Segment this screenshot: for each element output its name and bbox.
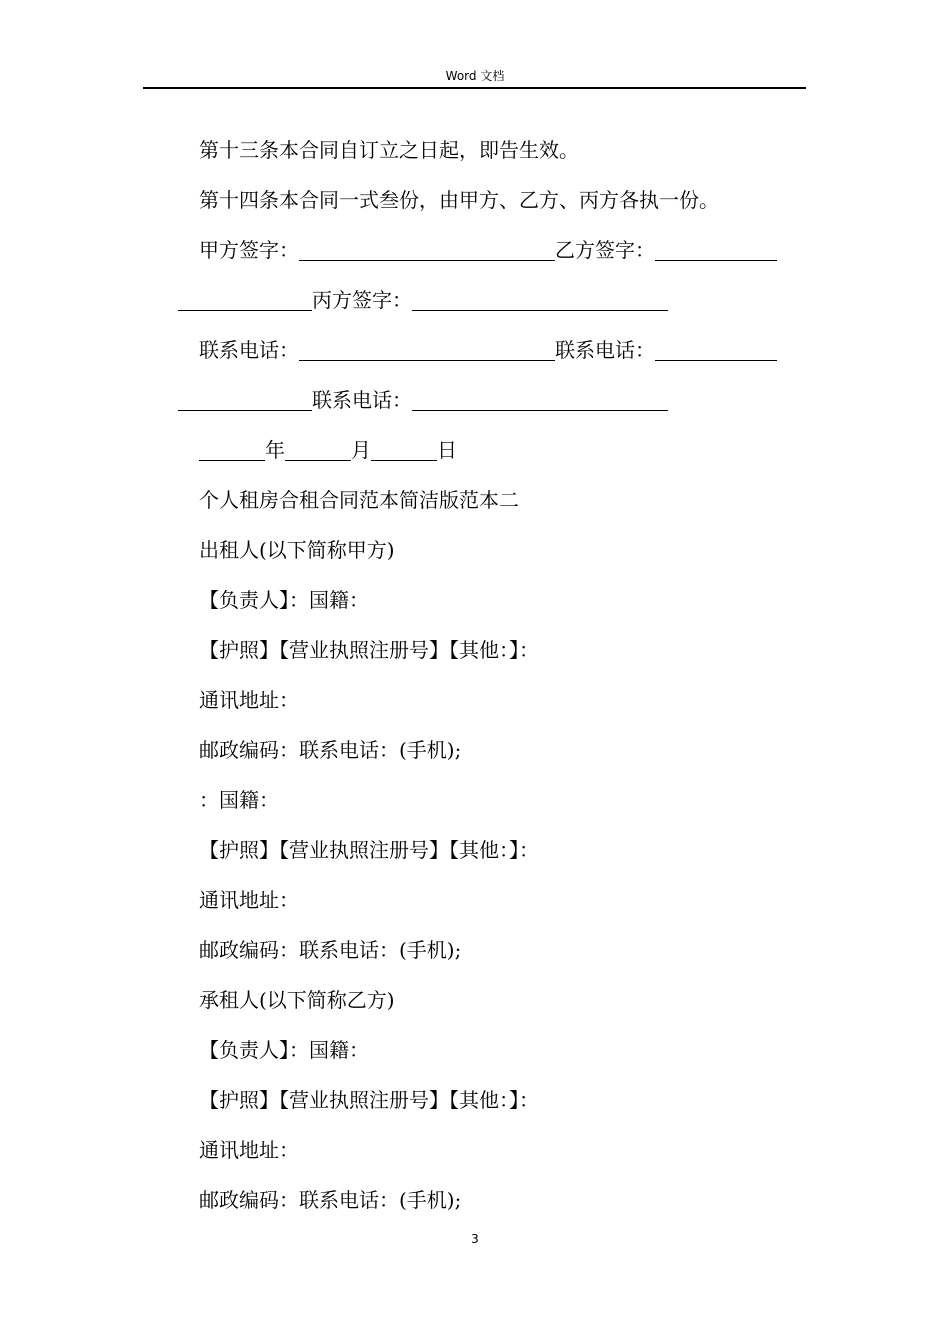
signature-line-1 xyxy=(199,236,777,264)
clause-13: 第十三条本合同自订立之日起，即告生效。 xyxy=(199,138,579,162)
party-c-signature-blank xyxy=(412,290,668,311)
party-a-signature-label: 甲方签字： xyxy=(199,238,299,262)
party-b-phone-blank-cont xyxy=(178,390,312,411)
party-b-signature-blank-cont xyxy=(178,290,312,311)
party-b-signature-label: 乙方签字： xyxy=(555,238,655,262)
second-party-postcode-phone: 邮政编码：联系电话：(手机); xyxy=(199,938,462,962)
party-b-phone-label: 联系电话： xyxy=(555,338,655,362)
lessee-responsible-nationality: 【负责人】：国籍： xyxy=(199,1038,369,1062)
phone-line-1 xyxy=(199,336,777,364)
party-c-signature-label: 丙方签字： xyxy=(312,288,412,312)
lessor-heading: 出租人(以下简称甲方) xyxy=(199,538,395,562)
day-label: 日 xyxy=(437,438,457,462)
year-blank xyxy=(199,440,265,461)
second-party-nationality: ：国籍： xyxy=(199,788,279,812)
party-c-phone-label: 联系电话： xyxy=(312,388,412,412)
signature-line-2 xyxy=(178,286,668,314)
lessee-id-documents: 【护照】【营业执照注册号】【其他：】： xyxy=(199,1088,539,1112)
header-title: Word 文档 xyxy=(445,69,505,83)
header-divider xyxy=(143,87,806,89)
lessor-responsible-nationality: 【负责人】：国籍： xyxy=(199,588,369,612)
year-label: 年 xyxy=(265,438,285,462)
page-number: 3 xyxy=(471,1232,479,1246)
lessee-address: 通讯地址： xyxy=(199,1138,299,1162)
party-b-phone-blank xyxy=(655,340,777,361)
lessor-postcode-phone: 邮政编码：联系电话：(手机); xyxy=(199,738,462,762)
second-party-address: 通讯地址： xyxy=(199,888,299,912)
second-party-id-documents: 【护照】【营业执照注册号】【其他：】： xyxy=(199,838,539,862)
date-line xyxy=(199,436,457,464)
clause-14: 第十四条本合同一式叁份，由甲方、乙方、丙方各执一份。 xyxy=(199,188,719,212)
month-label: 月 xyxy=(351,438,371,462)
party-b-signature-blank xyxy=(655,240,777,261)
lessee-postcode-phone: 邮政编码：联系电话：(手机); xyxy=(199,1188,462,1212)
section-title: 个人租房合租合同范本简洁版范本二 xyxy=(199,488,519,512)
lessor-id-documents: 【护照】【营业执照注册号】【其他：】： xyxy=(199,638,539,662)
party-a-signature-blank xyxy=(299,240,555,261)
month-blank xyxy=(285,440,351,461)
party-a-phone-blank xyxy=(299,340,555,361)
party-c-phone-blank xyxy=(412,390,668,411)
phone-line-2 xyxy=(178,386,668,414)
lessee-heading: 承租人(以下简称乙方) xyxy=(199,988,395,1012)
lessor-address: 通讯地址： xyxy=(199,688,299,712)
party-a-phone-label: 联系电话： xyxy=(199,338,299,362)
day-blank xyxy=(371,440,437,461)
